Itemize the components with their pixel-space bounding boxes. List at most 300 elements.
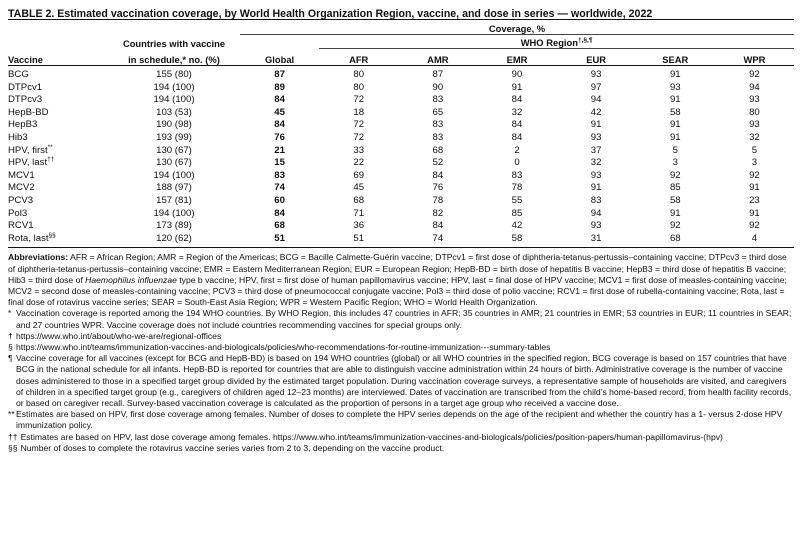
region-cell <box>557 157 636 170</box>
region-cell-text: 83 <box>432 119 444 131</box>
global-cell-text: 84 <box>274 94 285 106</box>
region-cell <box>715 132 794 145</box>
table-row <box>8 145 794 158</box>
footnote-text: Vaccination coverage is reported among the 194 WHO countries. By WHO Region, this includes 47 countries in AFR; 35 countries in AMR; 21 countries in EMR; 53 countries in EUR; 11 countries in SEAR; and 27 countries WPR. Vaccine coverage does not include countries recommending vaccines for special groups only. <box>16 308 792 330</box>
region-cell <box>398 170 477 183</box>
region-cell <box>477 220 556 233</box>
schedule-cell-text: 194 (100) <box>153 81 195 93</box>
schedule-cell <box>108 119 240 132</box>
region-cell <box>715 82 794 95</box>
vaccine-cell <box>8 66 108 82</box>
region-cell <box>398 182 477 195</box>
table-row <box>8 195 794 208</box>
table-row <box>8 94 794 107</box>
region-cell <box>319 82 398 95</box>
region-cell-text: 5 <box>672 144 678 156</box>
table-row <box>8 66 794 82</box>
global-cell-text: 60 <box>274 194 285 206</box>
global-cell <box>240 145 319 158</box>
region-cell <box>557 182 636 195</box>
region-cell <box>319 107 398 120</box>
region-cell <box>398 66 477 82</box>
region-cell <box>398 220 477 233</box>
vaccine-cell-text: MCV2 <box>8 182 35 194</box>
region-cell-text: 23 <box>749 194 760 206</box>
region-cell-text: 5 <box>751 144 758 156</box>
coverage-header: Coverage, % <box>240 20 794 35</box>
vaccine-cell <box>8 132 108 145</box>
region-cell <box>557 208 636 221</box>
footnote <box>8 342 794 353</box>
footnote-text: https://www.who.int/about/who-we-are/regional-offices <box>16 330 222 341</box>
region-cell-text: 84 <box>432 220 444 232</box>
table-notes <box>8 252 794 454</box>
footnote-text: https://www.who.int/teams/immunization-vaccines-and-biologicals/policies/who-recommendations-for-routine-immunization---summary-tables <box>16 341 551 352</box>
region-cell <box>715 157 794 170</box>
region-cell-text: 92 <box>749 169 760 181</box>
region-cell-text: 93 <box>669 81 681 93</box>
table-row <box>8 157 794 170</box>
table-row <box>8 220 794 233</box>
footnote-list <box>8 308 794 454</box>
region-cell <box>636 220 715 233</box>
region-cell-text: 87 <box>432 69 444 80</box>
region-cell <box>477 170 556 183</box>
schedule-cell <box>108 94 240 107</box>
region-cell <box>557 66 636 82</box>
region-cell <box>715 107 794 120</box>
abbreviations-text: type b vaccine; HPV, first = first dose of human papillomavirus vaccine; HPV, last = final dose of HPV vaccine; MCV1 = first dose of measles-containing vaccine; MCV2 = second dose of measles-containing vaccine; PCV3 = third dose of pneumococcal conjugate vaccine; Pol3 = third dose of polio vaccine; RCV1 = first dose of rubella-containing vaccine; Rota, last = final dose of rotavirus vaccine series; SEAR = South-East Asia Region; WPR = Western Pacific Region; WHO = World Health Organization. <box>8 274 787 308</box>
region-cell-text: 68 <box>353 194 365 206</box>
vaccine-cell-text: HepB-BD <box>8 106 49 118</box>
global-column-header: Global <box>240 49 319 66</box>
region-column-header: EUR <box>557 49 636 66</box>
region-cell-text: 84 <box>432 169 444 181</box>
region-cell-text: 83 <box>432 131 444 143</box>
region-cell-text: 74 <box>432 232 444 244</box>
region-cell <box>477 132 556 145</box>
region-cell <box>715 208 794 221</box>
region-cell-text: 58 <box>669 194 681 206</box>
vaccine-cell <box>8 157 108 170</box>
schedule-cell <box>108 157 240 170</box>
table-row <box>8 208 794 221</box>
vaccine-cell <box>8 145 108 158</box>
region-cell <box>319 94 398 107</box>
region-cell-text: 97 <box>590 81 602 93</box>
vaccine-cell-text: RCV1 <box>8 220 34 232</box>
region-cell <box>477 208 556 221</box>
global-cell-text: 15 <box>274 157 285 169</box>
region-cell <box>319 145 398 158</box>
region-cell <box>398 119 477 132</box>
region-cell-text: 91 <box>749 182 760 194</box>
vaccine-cell <box>8 119 108 132</box>
global-cell-text: 51 <box>274 232 285 244</box>
region-cell-text: 3 <box>751 157 758 169</box>
region-cell <box>398 107 477 120</box>
region-cell <box>636 208 715 221</box>
region-cell-text: 78 <box>511 182 523 194</box>
region-cell-text: 92 <box>669 220 681 232</box>
global-cell-text: 74 <box>274 182 285 194</box>
schedule-cell <box>108 107 240 120</box>
global-cell <box>240 208 319 221</box>
footnote-marker: † <box>8 330 13 341</box>
schedule-cell <box>108 82 240 95</box>
region-cell-text: 4 <box>751 232 758 244</box>
region-cell-text: 68 <box>432 144 444 156</box>
global-cell-text: 45 <box>274 106 285 118</box>
region-cell <box>636 195 715 208</box>
vaccine-cell <box>8 82 108 95</box>
region-cell-text: 93 <box>590 69 602 80</box>
region-cell-text: 51 <box>353 232 365 244</box>
global-cell <box>240 182 319 195</box>
global-cell <box>240 157 319 170</box>
region-column-header: SEAR <box>636 49 715 66</box>
schedule-cell <box>108 233 240 248</box>
vaccine-cell <box>8 107 108 120</box>
vaccine-cell-text: PCV3 <box>8 194 34 206</box>
global-cell-text: 84 <box>274 207 285 219</box>
region-cell-text: 0 <box>514 157 520 169</box>
schedule-cell-text: 194 (100) <box>153 207 195 219</box>
vaccine-cell-text: Pol3 <box>8 207 28 219</box>
region-cell <box>715 220 794 233</box>
region-header <box>319 35 794 49</box>
schedule-cell <box>108 66 240 82</box>
footnote-marker: § <box>8 341 13 352</box>
region-cell <box>557 107 636 120</box>
footnote-mark: ** <box>47 143 53 151</box>
region-cell-text: 58 <box>669 106 681 118</box>
vaccine-cell-text: BCG <box>8 69 29 80</box>
schedule-cell-text: 157 (81) <box>156 194 192 206</box>
region-cell <box>477 94 556 107</box>
vaccine-cell-text: HPV, first <box>8 144 48 156</box>
schedule-cell-text: 194 (100) <box>153 94 195 106</box>
table-row <box>8 182 794 195</box>
region-cell-text: 93 <box>590 131 602 143</box>
region-cell-text: 83 <box>432 94 444 106</box>
vaccine-cell <box>8 233 108 248</box>
table-row <box>8 119 794 132</box>
region-cell-text: 90 <box>511 69 523 80</box>
footnote-text: Estimates are based on HPV, first dose coverage among females. Number of doses to complete the HPV series depends on the age of the recipient and whether the country has a 1- versus 2-dose HPV immunization policy. <box>16 409 783 431</box>
region-cell-text: 93 <box>590 169 602 181</box>
global-cell <box>240 170 319 183</box>
region-cell-text: 93 <box>749 94 760 106</box>
schedule-cell-text: 190 (98) <box>156 119 192 131</box>
region-cell-text: 85 <box>669 182 681 194</box>
vaccine-cell-text: HPV, last <box>8 157 48 169</box>
table-row <box>8 170 794 183</box>
region-cell-text: 22 <box>353 157 365 169</box>
region-cell <box>398 145 477 158</box>
global-cell <box>240 94 319 107</box>
footnote <box>8 308 794 330</box>
region-cell-text: 90 <box>432 81 444 93</box>
region-cell <box>557 82 636 95</box>
region-column-header: WPR <box>715 49 794 66</box>
region-cell-text: 92 <box>749 220 760 232</box>
region-cell <box>477 195 556 208</box>
coverage-table <box>8 20 794 248</box>
global-cell <box>240 82 319 95</box>
region-cell-text: 2 <box>514 144 520 156</box>
region-cell <box>636 132 715 145</box>
region-column-header: AMR <box>398 49 477 66</box>
schedule-cell-text: 130 (67) <box>156 157 192 169</box>
region-cell <box>557 220 636 233</box>
region-cell <box>715 119 794 132</box>
table-title: TABLE 2. Estimated vaccination coverage, by World Health Organization Region, vaccine, and dose in series — worldwide, 2022 <box>8 0 794 20</box>
table-row <box>8 82 794 95</box>
vaccine-cell-text: Rota, last <box>8 232 49 244</box>
global-cell-text: 87 <box>274 69 285 80</box>
region-header-marks: †,§,¶ <box>577 36 593 44</box>
schedule-cell <box>108 195 240 208</box>
global-cell-text: 83 <box>274 169 285 181</box>
region-cell-text: 72 <box>353 131 365 143</box>
schedule-cell <box>108 208 240 221</box>
region-cell-text: 91 <box>669 119 681 131</box>
region-cell-text: 45 <box>353 182 365 194</box>
global-cell-text: 68 <box>274 220 285 232</box>
region-cell-text: 65 <box>432 106 444 118</box>
region-cell <box>319 170 398 183</box>
region-cell <box>398 195 477 208</box>
region-cell <box>715 182 794 195</box>
region-cell <box>557 233 636 248</box>
region-cell <box>636 157 715 170</box>
table-body <box>8 66 794 248</box>
global-cell <box>240 107 319 120</box>
abbreviations-note <box>8 252 794 308</box>
region-cell <box>636 119 715 132</box>
footnote <box>8 331 794 342</box>
footnote-marker: ** <box>8 409 15 420</box>
schedule-cell <box>108 132 240 145</box>
schedule-header-line1: Countries with vaccine <box>122 37 226 49</box>
region-cell <box>715 233 794 248</box>
footnote-marker: †† <box>8 431 18 442</box>
region-cell-text: 55 <box>511 194 523 206</box>
region-cell <box>557 132 636 145</box>
schedule-cell-text: 193 (99) <box>156 131 192 143</box>
region-cell-text: 3 <box>672 157 678 169</box>
global-cell-text: 84 <box>274 119 285 131</box>
region-cell-text: 32 <box>590 157 602 169</box>
region-cell-text: 69 <box>353 169 365 181</box>
region-cell-text: 91 <box>590 119 602 131</box>
table-row <box>8 107 794 120</box>
region-cell <box>636 66 715 82</box>
region-cell <box>636 94 715 107</box>
vaccine-cell-text: DTPcv1 <box>8 81 43 93</box>
schedule-cell-text: 188 (97) <box>156 182 192 194</box>
region-cell <box>477 119 556 132</box>
region-cell <box>398 208 477 221</box>
region-cell-text: 31 <box>590 232 602 244</box>
schedule-cell-text: 173 (89) <box>156 220 192 232</box>
region-cell-text: 91 <box>511 81 523 93</box>
region-cell <box>319 157 398 170</box>
global-cell <box>240 119 319 132</box>
vaccine-cell <box>8 208 108 221</box>
region-cell <box>319 132 398 145</box>
region-cell-text: 80 <box>749 106 760 118</box>
region-cell <box>319 66 398 82</box>
vaccine-cell-text: MCV1 <box>8 169 35 181</box>
abbreviations-label: Abbreviations: <box>8 252 69 263</box>
footnote-mark: §§ <box>48 231 56 239</box>
table-row <box>8 132 794 145</box>
region-cell <box>715 170 794 183</box>
region-cell <box>636 145 715 158</box>
footnote-marker: * <box>8 308 12 319</box>
region-cell <box>477 107 556 120</box>
region-cell <box>477 66 556 82</box>
region-cell-text: 84 <box>511 131 523 143</box>
schedule-cell <box>108 182 240 195</box>
region-cell-text: 37 <box>590 144 602 156</box>
region-cell <box>477 182 556 195</box>
vaccine-cell <box>8 182 108 195</box>
schedule-cell-text: 194 (100) <box>153 169 195 181</box>
global-cell-text: 89 <box>274 81 285 93</box>
region-cell-text: 52 <box>432 157 444 169</box>
region-cell-text: 58 <box>511 232 523 244</box>
region-cell <box>319 208 398 221</box>
footnote-mark: †† <box>47 155 55 163</box>
region-cell-text: 71 <box>353 207 365 219</box>
region-cell-text: 33 <box>353 144 365 156</box>
region-cell <box>715 94 794 107</box>
table-row <box>8 233 794 248</box>
abbreviations-text: AFR = African Region; AMR = Region of the Americas; BCG = Bacille Calmette-Guérin vaccine; DTPcv1 = first dose of diphtheria-tetanus-pertussis–containing vaccine; DTPcv3 = third dose of diphtheria-tetanus-pertussis–containing vaccine; EMR = Eastern Mediterranean Region; EUR = European Region; HepB-BD = birth dose of hepatitis B vaccine; HepB3 = third dose of hepatitis B vaccine; Hib3 = third dose of <box>8 252 787 285</box>
schedule-cell-text: 155 (80) <box>156 69 192 80</box>
region-cell-text: 91 <box>669 207 681 219</box>
vaccine-column-header: Vaccine <box>8 49 108 66</box>
region-cell <box>477 145 556 158</box>
region-cell <box>477 82 556 95</box>
vaccine-cell-text: Hib3 <box>8 131 28 143</box>
region-cell-text: 91 <box>669 69 681 80</box>
region-cell-text: 72 <box>353 94 365 106</box>
region-cell <box>557 119 636 132</box>
region-cell <box>557 170 636 183</box>
region-cell-text: 80 <box>353 81 365 93</box>
region-cell-text: 91 <box>749 207 760 219</box>
region-cell-text: 80 <box>353 69 365 80</box>
region-cell-text: 18 <box>353 106 365 118</box>
region-cell <box>398 157 477 170</box>
region-cell <box>319 119 398 132</box>
region-cell-text: 78 <box>432 194 444 206</box>
region-cell-text: 76 <box>432 182 444 194</box>
global-cell-text: 21 <box>274 144 285 156</box>
region-cell <box>398 94 477 107</box>
region-cell-text: 72 <box>353 119 365 131</box>
region-cell <box>636 170 715 183</box>
footnote-marker: ¶ <box>8 353 13 364</box>
region-cell-text: 32 <box>749 131 760 143</box>
schedule-cell-text: 103 (53) <box>156 106 192 118</box>
global-cell <box>240 195 319 208</box>
region-cell <box>636 107 715 120</box>
region-header-text: WHO Region <box>520 37 578 48</box>
region-cell <box>557 195 636 208</box>
region-cell-text: 94 <box>590 94 602 106</box>
schedule-cell-text: 130 (67) <box>156 144 192 156</box>
region-cell <box>477 233 556 248</box>
footnote <box>8 443 794 454</box>
region-cell-text: 92 <box>749 69 760 80</box>
region-cell-text: 83 <box>511 169 523 181</box>
region-cell-text: 85 <box>511 207 523 219</box>
footnote <box>8 409 794 431</box>
vaccine-cell <box>8 220 108 233</box>
region-cell <box>477 157 556 170</box>
footnote <box>8 432 794 443</box>
footnote-text: Vaccine coverage for all vaccines (except for BCG and HepB-BD) is based on 194 WHO countries (global) or all WHO countries in the specified region. BCG coverage is based on 157 countries that have BCG in the national schedule for all infants. HepB-BD is reported for countries that are able to distinguish vaccine administration within 24 hours of birth. Administrative coverage is the number of vaccine doses administered to those in a specified target group divided by the estimated target population. During vaccination coverage surveys, a representative sample of households are visited, and caregivers of children in a specified target group (e.g., caregivers of children aged 12–23 months) are interviewed. Dates of vaccination are transcribed from the child’s home-based record, from health facility records, or based on caregiver recall. Survey-based vaccination coverage is calculated as the proportion of persons in a target age group who received a vaccine dose. <box>16 353 792 408</box>
region-cell-text: 42 <box>590 106 602 118</box>
global-cell-text: 76 <box>274 131 285 143</box>
vaccine-cell <box>8 195 108 208</box>
region-cell <box>715 145 794 158</box>
region-cell-text: 84 <box>511 119 523 131</box>
region-cell <box>319 220 398 233</box>
region-cell <box>557 145 636 158</box>
region-cell <box>319 195 398 208</box>
region-cell-text: 94 <box>590 207 602 219</box>
region-cell <box>398 132 477 145</box>
region-cell-text: 32 <box>511 106 523 118</box>
footnote-text: Number of doses to complete the rotavirus vaccine series varies from 2 to 3, depending on the vaccine product. <box>20 442 445 453</box>
region-cell <box>715 195 794 208</box>
region-cell-text: 83 <box>590 194 602 206</box>
schedule-cell <box>108 220 240 233</box>
vaccine-cell <box>8 94 108 107</box>
region-cell <box>636 233 715 248</box>
region-cell-text: 94 <box>749 81 760 93</box>
region-cell <box>636 82 715 95</box>
global-cell <box>240 220 319 233</box>
region-cell <box>636 182 715 195</box>
region-column-header: EMR <box>477 49 556 66</box>
region-cell <box>557 94 636 107</box>
global-cell <box>240 233 319 248</box>
region-cell-text: 91 <box>669 131 681 143</box>
region-cell-text: 36 <box>353 220 365 232</box>
schedule-header-line2: in schedule,* no. (%) <box>108 49 240 66</box>
region-cell <box>319 182 398 195</box>
region-cell-text: 91 <box>590 182 602 194</box>
abbreviations-italic: Haemophilus influenzae <box>85 274 177 285</box>
region-cell-text: 42 <box>511 220 523 232</box>
vaccine-cell-text: DTPcv3 <box>8 94 43 106</box>
region-cell-text: 93 <box>749 119 760 131</box>
region-cell <box>319 233 398 248</box>
global-cell <box>240 66 319 82</box>
vaccine-cell <box>8 170 108 183</box>
footnote-text: Estimates are based on HPV, last dose coverage among females. https://www.who.int/teams/immunization-vaccines-and-biologicals/policies/position-papers/human-papillomavirus-(hpv) <box>20 431 723 442</box>
schedule-cell <box>108 145 240 158</box>
region-cell <box>715 66 794 82</box>
region-cell <box>398 233 477 248</box>
